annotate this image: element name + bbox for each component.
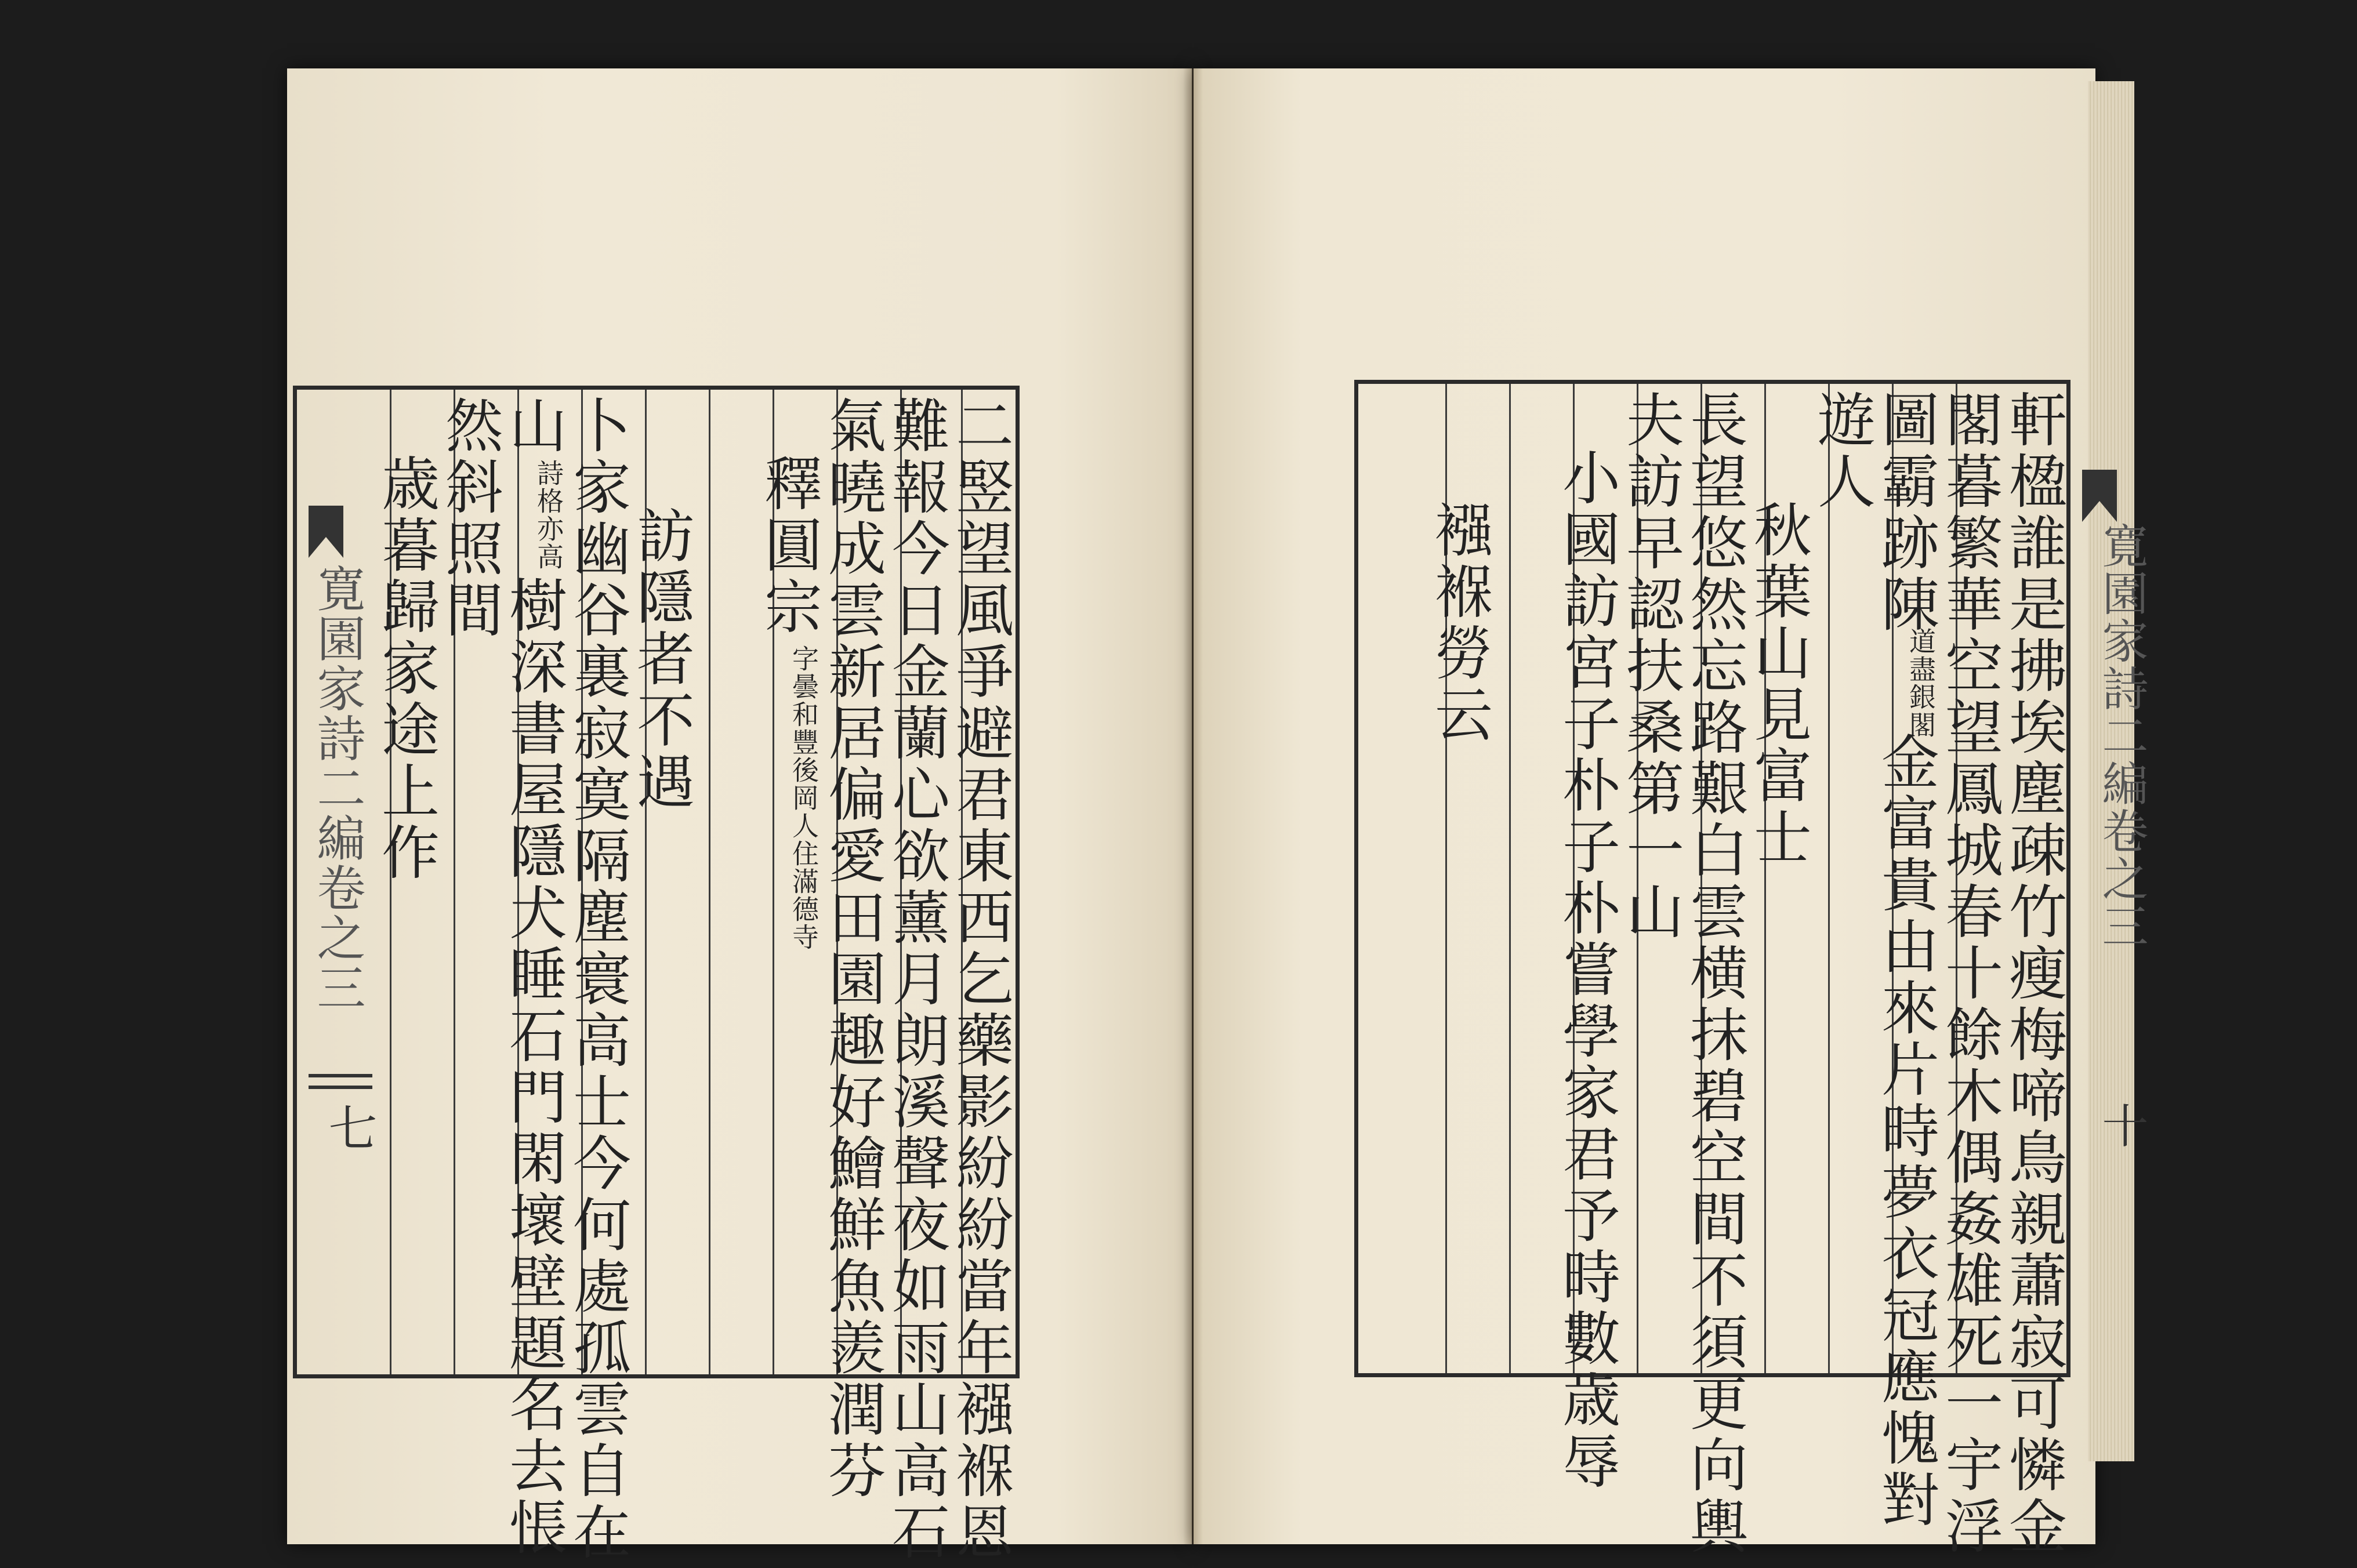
left-text-frame bbox=[293, 386, 1020, 1563]
text-column: 閣暮繁華空望鳳城春十餘木偶姦雄死一宇浮 bbox=[1935, 390, 2003, 1558]
author-note: 字曇和豐後岡人住滿德寺 bbox=[788, 645, 819, 951]
commentary-note: 詩格亦高 bbox=[533, 459, 564, 571]
text-column: 卜家幽谷裏寂寞隔塵寰高士今何處孤雲自在 bbox=[563, 395, 631, 1563]
text-column: 長望悠然忘路艱白雲横抹碧空間不須更向輿 bbox=[1680, 390, 1748, 1558]
text-column: 軒楹誰是拂埃塵疎竹瘦梅啼鳥親蕭寂可憐金 bbox=[1999, 390, 2067, 1558]
text-column bbox=[1496, 390, 1551, 506]
text-column: 難報今日金蘭心欲薰月朗溪聲夜如雨山高石 bbox=[882, 395, 950, 1563]
text-column: 二竪望風爭避君東西乞藥影紛紛當年襁褓恩 bbox=[946, 395, 1014, 1563]
book-gutter bbox=[1183, 68, 1203, 1544]
right-text-frame bbox=[1354, 380, 2070, 1558]
poem-title: 歳暮歸家途上作 bbox=[372, 453, 440, 884]
text-column: 圖霸跡陳 bbox=[1872, 390, 1939, 636]
column-rule bbox=[709, 390, 710, 1374]
text-column: 山 bbox=[499, 395, 567, 457]
text-column: 樹深書屋隱犬睡石門閑壞壁題名去悵 bbox=[499, 575, 567, 1559]
text-column: 襁褓勞云 bbox=[1425, 500, 1493, 746]
poem-title: 訪隱者不遇 bbox=[627, 506, 695, 813]
poem-title: 秋葉山見富士 bbox=[1744, 500, 1812, 869]
right-folio-number: 十 bbox=[2094, 1102, 2148, 1148]
text-column: 金富貴由來片時夢衣冠應愧對 bbox=[1872, 732, 1939, 1531]
text-column: 夫訪早認扶桑第一山 bbox=[1616, 390, 1684, 943]
text-column: 小國訪宮子朴子朴嘗學家君予時數歳辱 bbox=[1553, 448, 1620, 1493]
margin-rule bbox=[309, 1074, 372, 1077]
commentary-note: 道盡銀閣 bbox=[1905, 627, 1937, 739]
margin-title: 寛園家詩二編卷之三 bbox=[309, 564, 366, 1012]
text-column: 釋圓宗 bbox=[755, 453, 822, 638]
fishtail-mark bbox=[309, 506, 343, 558]
text-column: 氣曉成雲新居偏愛田園趣好鱠鮮魚羨潤芬 bbox=[818, 395, 886, 1502]
folio-number: 七 bbox=[321, 1103, 378, 1152]
right-margin-title: 寛園家詩二編卷之三 bbox=[2094, 522, 2148, 950]
text-column bbox=[698, 395, 753, 511]
margin-rule bbox=[309, 1086, 372, 1089]
text-column: 遊人 bbox=[1808, 390, 1876, 513]
column-rule bbox=[1509, 384, 1511, 1373]
text-column: 然斜照間 bbox=[436, 395, 503, 641]
